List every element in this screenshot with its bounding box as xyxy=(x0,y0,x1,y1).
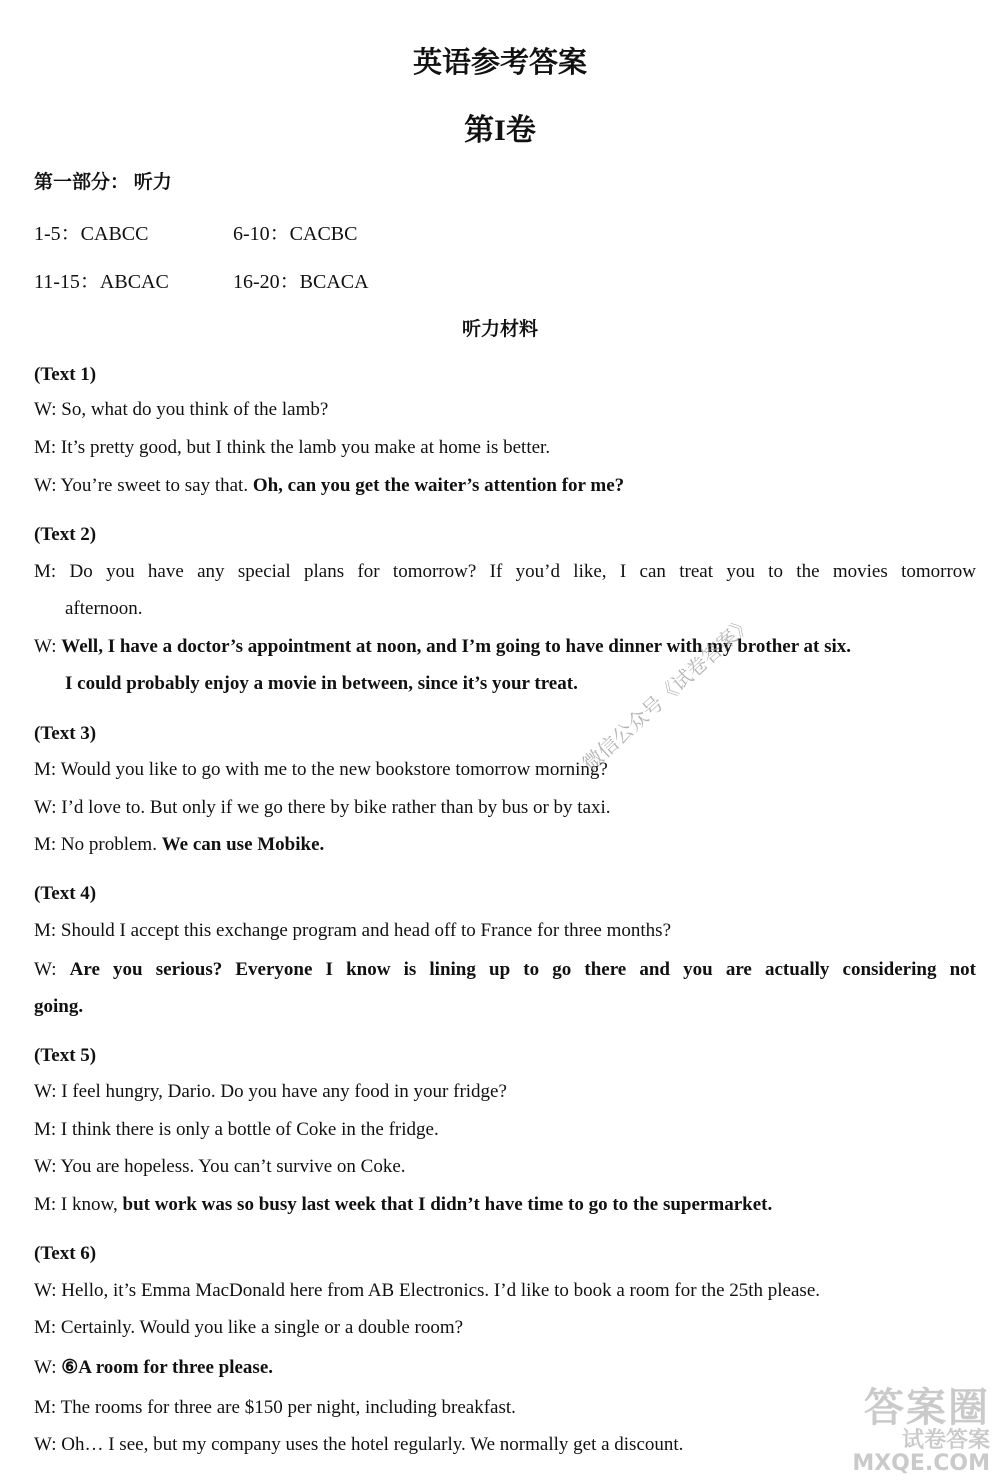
dialogue-line: M: It’s pretty good, but I think the lamb you make at home is better. xyxy=(34,437,551,458)
text-2-heading: (Text 2) xyxy=(34,524,97,545)
dialogue-line: W: I’d love to. But only if we go there by bike rather than by bus or by taxi. xyxy=(34,797,611,818)
key-answer-text: Are you serious? Everyone I know is lining up to go there and you are actually considering not xyxy=(69,959,976,980)
diagonal-watermark: 微信公众号《试卷答案》 xyxy=(579,612,758,776)
dialogue-line: M: I think there is only a bottle of Coke in the fridge. xyxy=(34,1119,439,1140)
speaker-label: W: xyxy=(34,1357,62,1378)
volume-title: 第I卷 xyxy=(464,114,536,147)
dialogue-line: M: Would you like to go with me to the new bookstore tomorrow morning? xyxy=(34,759,608,780)
dialogue-line xyxy=(34,1356,976,1379)
dialogue-line: W: You are hopeless. You can’t survive on Coke. xyxy=(34,1156,406,1177)
dialogue-line xyxy=(34,1194,976,1216)
key-answer-text: but work was so busy last week that I didn’t have time to go to the supermarket. xyxy=(122,1194,773,1215)
key-answer-text: going. xyxy=(34,996,84,1017)
page-title: 英语参考答案 xyxy=(412,47,587,79)
dialogue-text: M: No problem. xyxy=(34,834,162,855)
text-4-heading: (Text 4) xyxy=(34,883,97,904)
key-answer-text: Well, I have a doctor’s appointment at noon, and I’m going to have dinner with my brother at six. xyxy=(61,636,852,657)
dialogue-line xyxy=(34,475,976,497)
speaker-label: W: xyxy=(34,959,70,980)
text-6-heading: (Text 6) xyxy=(34,1243,97,1264)
dialogue-line: W: So, what do you think of the lamb? xyxy=(34,399,329,420)
dialogue-line xyxy=(34,636,976,658)
answer-value: BCACA xyxy=(299,271,369,293)
corner-logo-text: 答案圈 xyxy=(864,1384,990,1431)
answer-range: 11-15： xyxy=(34,271,100,293)
dialogue-line: W: Hello, it’s Emma MacDonald here from AB Electronics. I’d like to book a room for the 25th please. xyxy=(34,1280,821,1301)
answer-range: 1-5： xyxy=(34,223,81,245)
dialogue-text: W: You’re sweet to say that. xyxy=(34,475,253,496)
dialogue-text: M: I know, xyxy=(34,1194,123,1215)
text-1-heading: (Text 1) xyxy=(34,364,97,385)
key-answer-text: I could probably enjoy a movie in between, since it’s your treat. xyxy=(65,673,578,694)
key-answer-text: ⑥A room for three please. xyxy=(61,1357,274,1378)
material-title: 听力材料 xyxy=(461,319,538,340)
section-heading: 第一部分： 听力 xyxy=(34,172,172,193)
corner-logo-url: MXQE.COM xyxy=(852,1450,990,1476)
dialogue-line: M: Certainly. Would you like a single or a double room? xyxy=(34,1317,464,1338)
dialogue-line: M: Should I accept this exchange program and head off to France for three months? xyxy=(34,920,672,941)
dialogue-line: M: The rooms for three are $150 per night, including breakfast. xyxy=(34,1397,516,1418)
dialogue-line: W: Oh… I see, but my company uses the hotel regularly. We normally get a discount. xyxy=(34,1434,684,1455)
dialogue-line xyxy=(34,959,976,981)
text-3-heading: (Text 3) xyxy=(34,723,97,744)
dialogue-line xyxy=(34,834,976,856)
answer-value: ABCAC xyxy=(99,271,169,293)
answer-group-4 xyxy=(233,265,369,294)
answer-range: 16-20： xyxy=(233,271,300,293)
dialogue-line: M: Do you have any special plans for tomorrow? If you’d like, I can treat you to the movies tomorrow xyxy=(34,561,976,582)
answer-group-3 xyxy=(34,265,169,294)
key-answer-text: Oh, can you get the waiter’s attention for me? xyxy=(252,475,625,496)
dialogue-line: W: I feel hungry, Dario. Do you have any food in your fridge? xyxy=(34,1081,507,1102)
dialogue-line-continued: afternoon. xyxy=(65,598,143,619)
answer-range: 6-10： xyxy=(233,223,290,245)
answer-value: CACBC xyxy=(289,223,358,245)
corner-logo-subtitle: 试卷答案 xyxy=(901,1427,990,1453)
key-answer-text: We can use Mobike. xyxy=(161,834,325,855)
speaker-label: W: xyxy=(34,636,62,657)
corner-watermark-logo xyxy=(810,1384,990,1476)
answer-group-2 xyxy=(233,217,357,246)
text-5-heading: (Text 5) xyxy=(34,1045,97,1066)
answer-group-1 xyxy=(34,217,148,246)
answer-value: CABCC xyxy=(80,223,149,245)
